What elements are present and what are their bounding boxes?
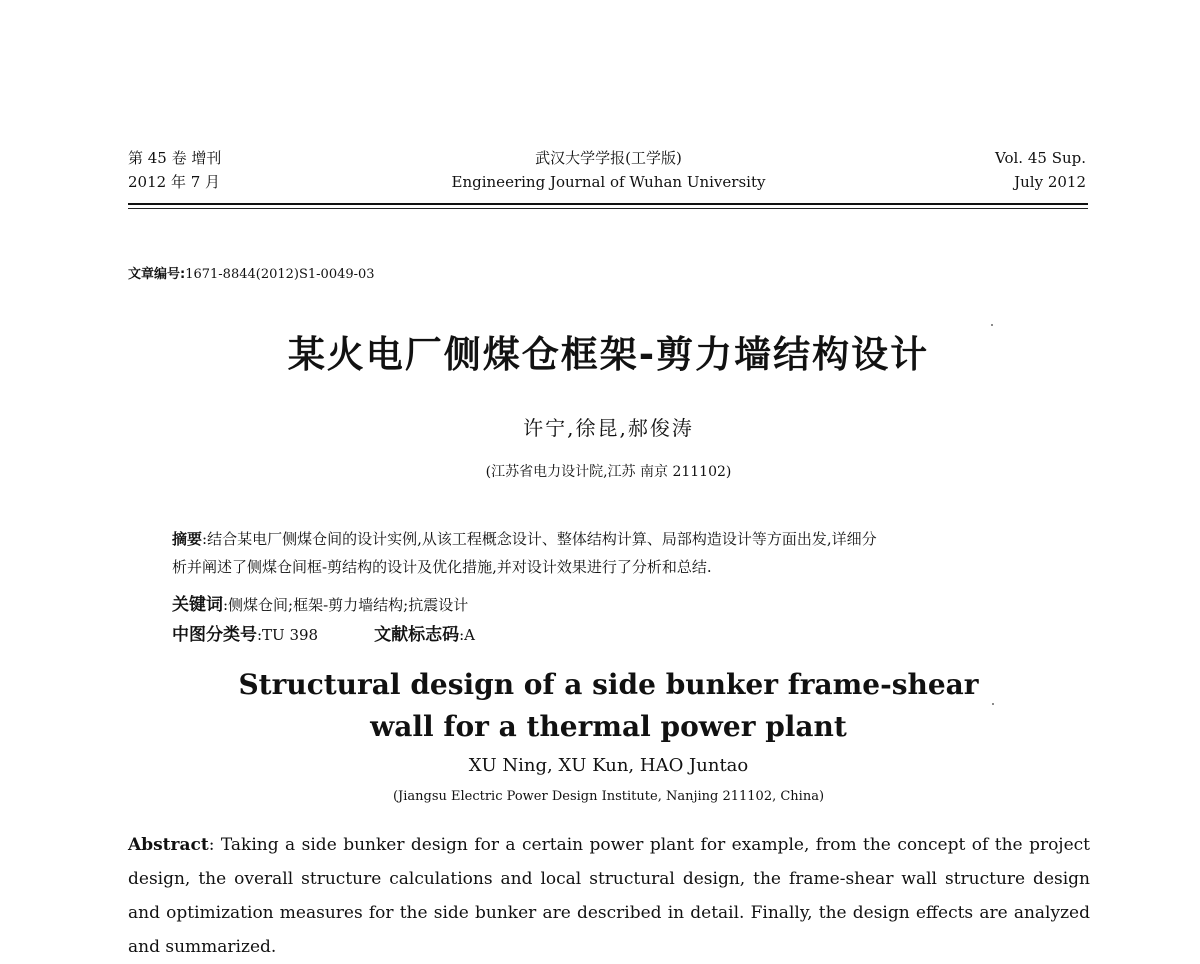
- keywords-cn-label: 关键词: [172, 595, 223, 615]
- clc-label: 中图分类号: [172, 625, 257, 645]
- doc-code-value: :A: [459, 626, 475, 644]
- abstract-cn-label: 摘要: [172, 530, 203, 548]
- scan-speck: [992, 703, 994, 705]
- doc-code-label: 文献标志码: [374, 625, 460, 645]
- title-en: [0, 664, 1200, 748]
- header-right: [995, 146, 1086, 194]
- publication-date-en: July 2012: [1014, 173, 1086, 191]
- abstract-cn-text-1: :结合某电厂侧煤仓间的设计实例,从该工程概念设计、整体结构计算、局部构造设计等方面出发,详细分: [202, 530, 877, 548]
- authors-cn: 许宁,徐昆,郝俊涛: [523, 416, 694, 440]
- scan-speck: [991, 324, 993, 326]
- authors-en: XU Ning, XU Kun, HAO Juntao: [468, 755, 749, 776]
- abstract-en-text: : Taking a side bunker design for a certain power plant for example, from the concept of the project design, the overall structure calculations and local structural design, the frame-shear wall structure design and optimization measures for the side bunker are described in detail. Finally, the design effects are analyzed and summarized.: [128, 835, 1090, 957]
- abstract-en: [128, 828, 1090, 964]
- abstract-en-label: Abstract: [128, 835, 209, 855]
- volume-en: Vol. 45 Sup.: [995, 149, 1086, 167]
- affiliation-en: (Jiangsu Electric Power Design Institute, Nanjing 211102, China): [392, 789, 825, 804]
- header-rule-thick: [128, 203, 1088, 205]
- keywords-cn-value: :侧煤仓间;框架-剪力墙结构;抗震设计: [223, 596, 469, 614]
- abstract-cn-text-2: 析并阐述了侧煤仓间框-剪结构的设计及优化措施,并对设计效果进行了分析和总结.: [172, 558, 712, 576]
- abstract-cn: [172, 525, 1057, 581]
- article-id-value: 1671-8844(2012)S1-0049-03: [185, 267, 375, 282]
- title-en-line-1: Structural design of a side bunker frame-shear: [238, 668, 979, 701]
- keywords-cn: [172, 590, 468, 615]
- title-cn: 某火电厂侧煤仓框架-剪力墙结构设计: [287, 333, 930, 376]
- publication-date-cn: 2012 年 7 月: [128, 173, 221, 191]
- journal-name-en: Engineering Journal of Wuhan University: [451, 173, 766, 191]
- title-en-line-2: wall for a thermal power plant: [370, 710, 847, 743]
- clc-value: :TU 398: [257, 626, 319, 644]
- abstract-cn-line-1: [172, 525, 1057, 553]
- header-rule-thin: [128, 208, 1088, 209]
- volume-issue: 第 45 卷 增刊: [128, 149, 222, 167]
- article-id: [128, 263, 375, 282]
- affiliation-cn: (江苏省电力设计院,江苏 南京 211102): [485, 464, 732, 480]
- classification-line: [172, 620, 475, 645]
- article-id-label: 文章编号:: [128, 267, 186, 282]
- journal-name-cn: 武汉大学学报(工学版): [535, 149, 682, 167]
